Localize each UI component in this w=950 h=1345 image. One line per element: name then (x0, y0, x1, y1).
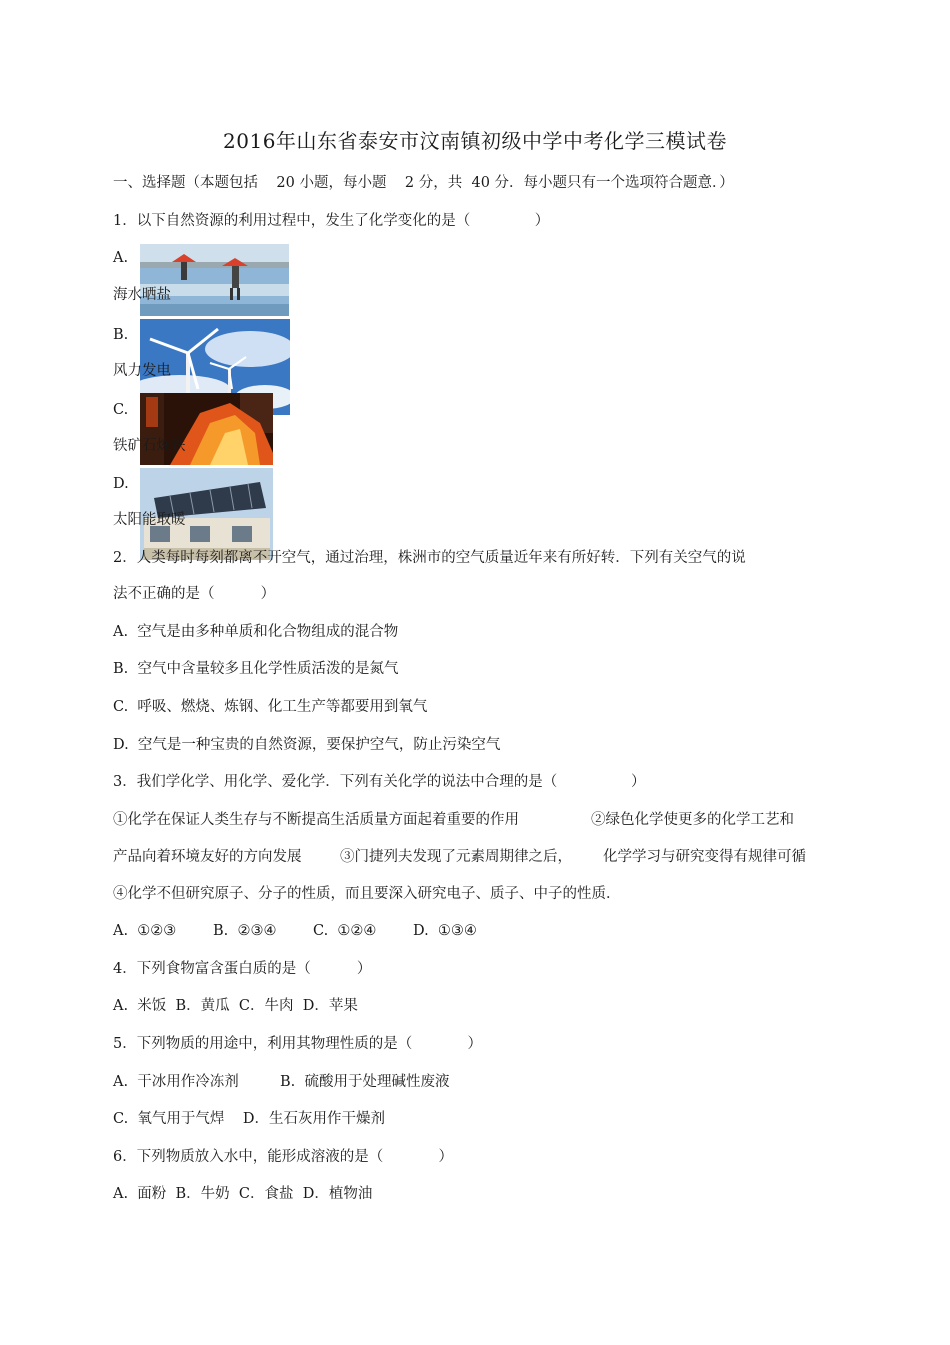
q1-option-a-letter: A. (113, 250, 129, 266)
question-2-stem-cont: 法不正确的是（ ） (113, 586, 276, 602)
section-heading: 一、选择题（本题包括 20 小题，每小题 2 分，共 40 分．每小题只有一个选项符合题意．） (113, 175, 734, 191)
q2-option-c: C. 呼吸、燃烧、炼钢、化工生产等都要用到氧气 (113, 699, 428, 715)
q5-options-c-d: C. 氧气用于气焊 D．生石灰用作干燥剂 (113, 1111, 385, 1127)
q1-option-d-text: 太阳能取暖 (113, 512, 186, 528)
q3-option-b: B. ②③④ (213, 923, 277, 939)
page-title: 2016年山东省泰安市汶南镇初级中学中考化学三模试卷 (223, 129, 727, 153)
salt-pan-photo (140, 244, 289, 316)
q1-option-a-text: 海水晒盐 (113, 287, 171, 303)
question-4-stem: 4．下列食物富含蛋白质的是（ ） (113, 961, 372, 977)
q3-statement-3: ③门捷列夫发现了元素周期律之后， (340, 849, 572, 865)
question-1-stem: 1．以下自然资源的利用过程中，发生了化学变化的是（ ） (113, 213, 550, 229)
q2-option-d: D. 空气是一种宝贵的自然资源，要保护空气，防止污染空气 (113, 737, 501, 753)
question-6-stem: 6．下列物质放入水中，能形成溶液的是（ ） (113, 1149, 454, 1165)
q3-option-a: A. ①②③ (113, 923, 177, 939)
q3-statement-1: ①化学在保证人类生存与不断提高生活质量方面起着重要的作用 (113, 812, 519, 828)
q1-option-b-text: 风力发电 (113, 363, 171, 379)
q2-option-b: B. 空气中含量较多且化学性质活泼的是氮气 (113, 661, 399, 677)
q3-statement-2: ②绿色化学使更多的化学工艺和 (591, 812, 794, 828)
q1-option-b-letter: B. (113, 327, 129, 343)
q6-options: A. 面粉 B．牛奶 C．食盐 D．植物油 (113, 1186, 373, 1202)
q3-statement-3-cont: 化学学习与研究变得有规律可循 (603, 849, 806, 865)
q5-option-b: B. 硫酸用于处理碱性废液 (280, 1074, 450, 1090)
q1-option-c-text: 铁矿石炼铁 (113, 438, 186, 454)
q3-statement-4: ④化学不但研究原子、分子的性质，而且要深入研究电子、质子、中子的性质． (113, 886, 621, 902)
q2-option-a: A. 空气是由多种单质和化合物组成的混合物 (113, 624, 399, 640)
q1-option-d-letter: D. (113, 476, 129, 492)
question-2-stem: 2．人类每时每刻都离不开空气，通过治理，株洲市的空气质量近年来有所好转．下列有关空气的说 (113, 550, 746, 566)
q3-option-d: D. ①③④ (413, 923, 477, 939)
q3-option-c: C. ①②④ (313, 923, 377, 939)
question-5-stem: 5．下列物质的用途中，利用其物理性质的是（ ） (113, 1036, 483, 1052)
q3-statement-2-cont: 产品向着环境友好的方向发展 (113, 849, 302, 865)
q5-option-a: A. 干冰用作冷冻剂 (113, 1074, 239, 1090)
question-3-stem: 3．我们学化学、用化学、爱化学．下列有关化学的说法中合理的是（ ） (113, 774, 646, 790)
q1-option-c-letter: C. (113, 402, 129, 418)
q4-options: A. 米饭 B．黄瓜 C．牛肉 D．苹果 (113, 998, 358, 1014)
